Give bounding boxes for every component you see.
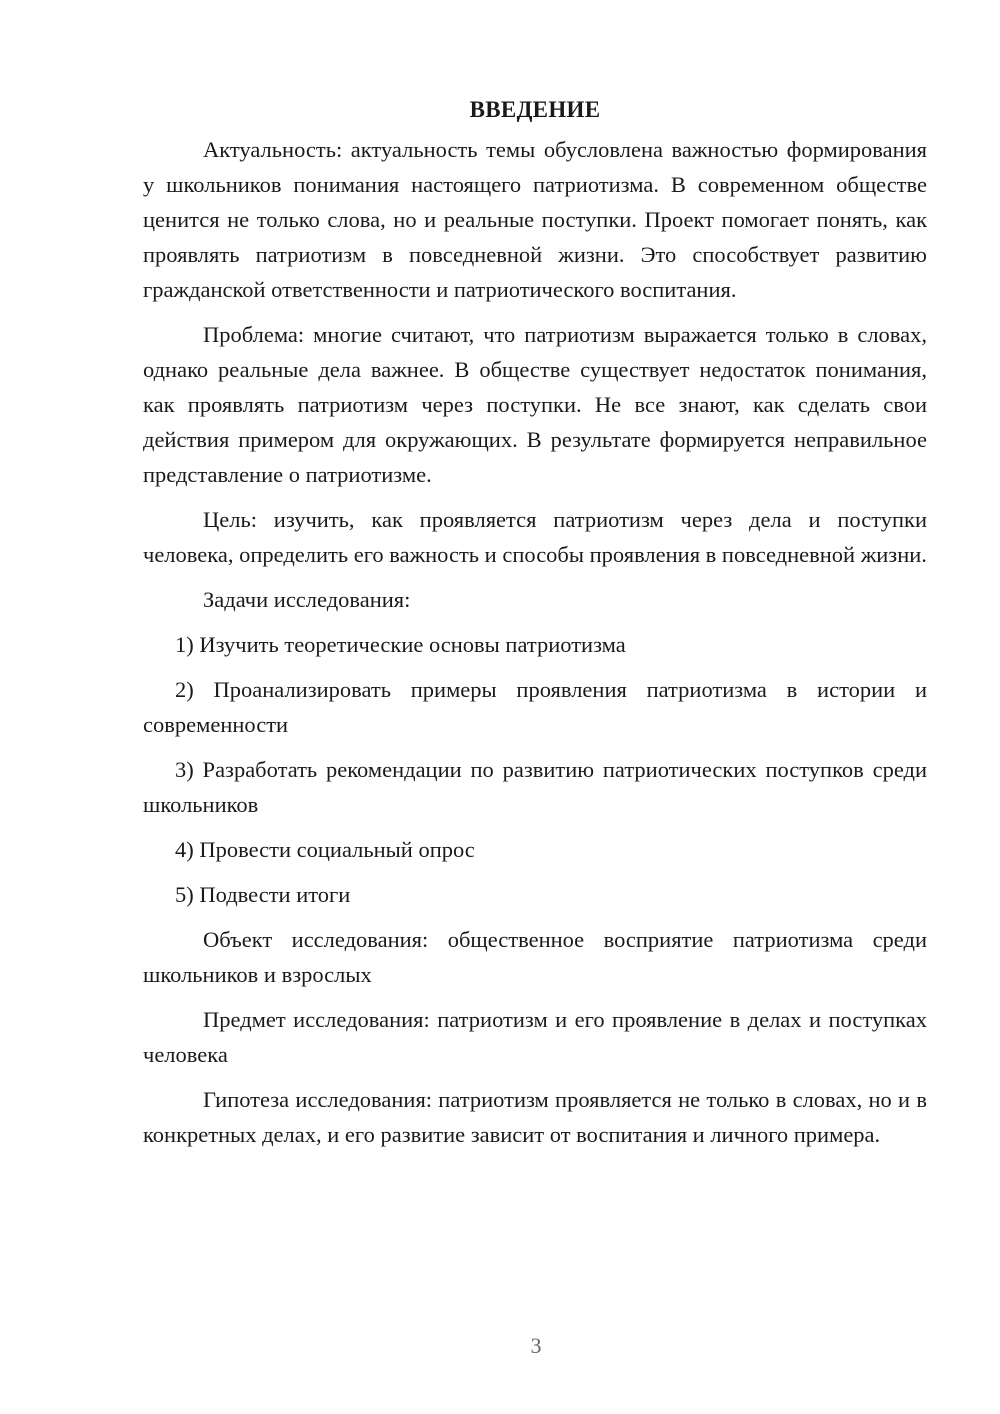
task-item-5: 5) Подвести итоги (175, 882, 351, 907)
paragraph-problem: Проблема: многие считают, что патриотизм выражается только в словах, однако реальные дела важнее. В обществе существует недостаток понимания, как проявлять патриотизм через поступки. Не все знают, как сделать свои действия примером для окружающих. В результате формируется неправильное представление о патриотизме. (143, 322, 927, 487)
paragraph-relevance: Актуальность: актуальность темы обусловлена важностью формирования у школьников понимания настоящего патриотизма. В современном обществе ценится не только слова, но и реальные поступки. Проект помогает понять, как проявлять патриотизм в повседневной жизни. Это способствует развитию гражданской ответственности и патриотического воспитания. (143, 137, 927, 302)
task-item-1: 1) Изучить теоретические основы патриотизма (175, 632, 626, 657)
paragraph-subject: Предмет исследования: патриотизм и его проявление в делах и поступках человека (143, 1007, 927, 1067)
section-title: ВВЕДЕНИЕ (469, 97, 601, 122)
task-item-2: 2) Проанализировать примеры проявления патриотизма в истории и современности (143, 677, 927, 737)
paragraph-goal: Цель: изучить, как проявляется патриотизм через дела и поступки человека, определить его важность и способы проявления в повседневной жизни. (143, 507, 927, 567)
task-item-3: 3) Разработать рекомендации по развитию патриотических поступков среди школьников (143, 757, 927, 817)
paragraph-object: Объект исследования: общественное восприятие патриотизма среди школьников и взрослых (143, 927, 927, 987)
page-number: 3 (530, 1333, 542, 1358)
task-item-4: 4) Провести социальный опрос (175, 837, 475, 862)
tasks-heading: Задачи исследования: (203, 587, 411, 612)
page-content (143, 92, 927, 1162)
paragraph-hypothesis: Гипотеза исследования: патриотизм проявляется не только в словах, но и в конкретных делах, и его развитие зависит от воспитания и личного примера. (143, 1087, 927, 1147)
